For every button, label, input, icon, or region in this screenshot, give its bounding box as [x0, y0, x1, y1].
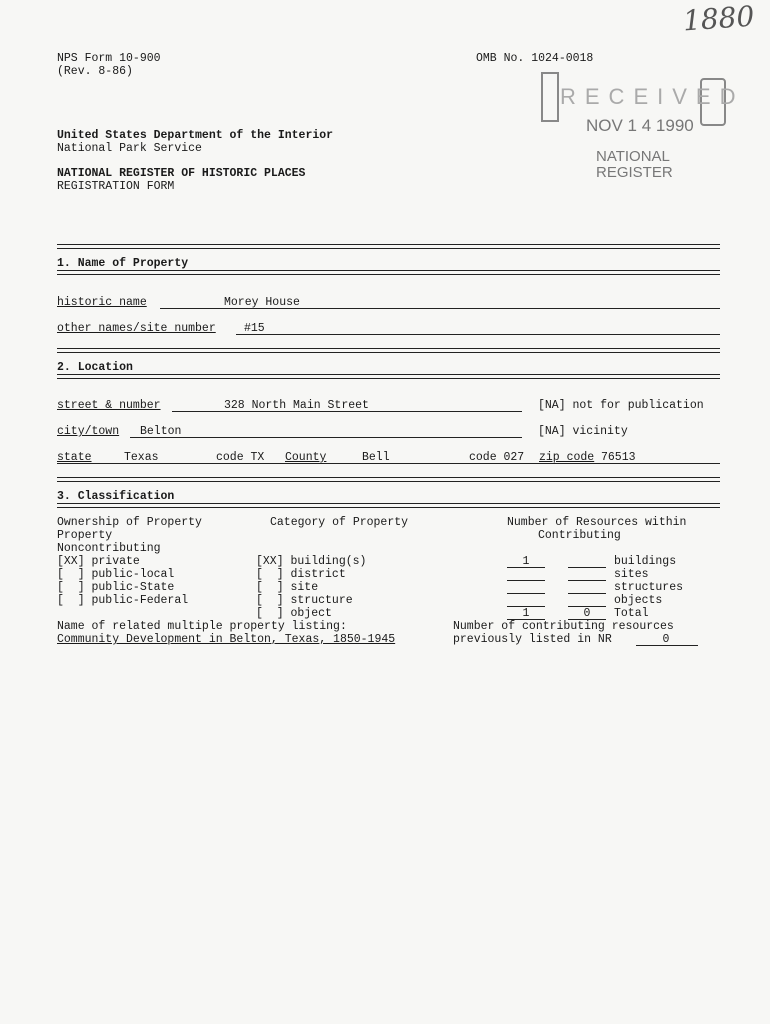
category-building: [XX] building(s) [256, 555, 367, 568]
section-rule [57, 244, 720, 249]
count-line [507, 593, 545, 594]
other-names-value: #15 [244, 322, 265, 335]
section-rule [57, 270, 720, 275]
section1-heading: 1. Name of Property [57, 257, 189, 270]
department-name: United States Department of the Interior [57, 129, 334, 142]
previously-listed-value: 0 [662, 633, 670, 646]
omb-number: OMB No. 1024-0018 [476, 52, 594, 65]
ownership-public-local: [ ] public-local [57, 568, 175, 581]
service-name: National Park Service [57, 142, 202, 155]
county-code: code 027 [469, 451, 525, 464]
state-code: code TX [216, 451, 265, 464]
state-field-line [57, 463, 720, 464]
category-site: [ ] site [256, 581, 319, 594]
form-title: NATIONAL REGISTER OF HISTORIC PLACES [57, 167, 306, 180]
state-label: state [57, 451, 92, 464]
related-listing-value: Community Development in Belton, Texas, 1850-1945 [57, 633, 396, 646]
city-label: city/town [57, 425, 120, 438]
category-structure: [ ] structure [256, 594, 353, 607]
category-district: [ ] district [256, 568, 346, 581]
section3-heading: 3. Classification [57, 490, 175, 503]
street-label: street & number [57, 399, 161, 412]
city-field-line [130, 437, 522, 438]
contributing-buildings: 1 [522, 555, 530, 568]
category-header: Category of Property [270, 516, 409, 529]
form-subtitle: REGISTRATION FORM [57, 180, 175, 193]
ownership-public-federal: [ ] public-Federal [57, 594, 189, 607]
count-line [568, 593, 606, 594]
section-rule [57, 477, 720, 482]
count-line [507, 567, 545, 568]
historic-name-value: Morey House [224, 296, 300, 309]
count-line [568, 567, 606, 568]
handwritten-number: 1880 [681, 0, 756, 38]
ownership-public-state: [ ] public-State [57, 581, 175, 594]
related-listing-label: Name of related multiple property listing: [57, 620, 347, 633]
county-label: County [285, 451, 327, 464]
noncontributing-total: 0 [583, 607, 591, 620]
stamp-letter-frame [541, 72, 559, 122]
section-rule [57, 348, 720, 353]
form-revision: (Rev. 8-86) [57, 65, 133, 78]
other-names-label: other names/site number [57, 322, 216, 335]
stamp-date: NOV 1 4 1990 [586, 116, 694, 135]
vicinity: [NA] vicinity [538, 425, 628, 438]
zip-value: 76513 [601, 451, 636, 464]
contributing-header: Contributing [538, 529, 621, 542]
section-rule [57, 503, 720, 508]
street-value: 328 North Main Street [224, 399, 369, 412]
sites-label: sites [614, 568, 649, 581]
street-field-line [172, 411, 522, 412]
zip-label: zip code [539, 451, 595, 464]
structures-label: structures [614, 581, 684, 594]
resources-header-property: Property [57, 529, 113, 542]
stamp-national: NATIONAL [596, 148, 670, 165]
city-value: Belton [140, 425, 182, 438]
other-names-field-line [236, 334, 720, 335]
objects-label: objects [614, 594, 663, 607]
ownership-private: [XX] private [57, 555, 140, 568]
resources-header: Number of Resources within [507, 516, 687, 529]
count-line [568, 580, 606, 581]
contributing-total: 1 [522, 607, 530, 620]
historic-name-field-line [160, 308, 720, 309]
historic-name-label: historic name [57, 296, 147, 309]
category-object: [ ] object [256, 607, 332, 620]
state-value: Texas [124, 451, 159, 464]
stamp-register: REGISTER [596, 164, 673, 181]
form-id: NPS Form 10-900 [57, 52, 161, 65]
previously-listed-label-2: previously listed in NR [453, 633, 612, 646]
section2-heading: 2. Location [57, 361, 133, 374]
previously-listed-label: Number of contributing resources [453, 620, 674, 633]
county-value: Bell [362, 451, 390, 464]
noncontributing-header: Noncontributing [57, 542, 161, 555]
total-label: Total [614, 607, 649, 620]
section-rule [57, 374, 720, 379]
not-for-publication: [NA] not for publication [538, 399, 704, 412]
previously-listed-line [636, 645, 698, 646]
count-line [507, 580, 545, 581]
stamp-received: RECEIVED [560, 84, 745, 109]
ownership-header: Ownership of Property [57, 516, 202, 529]
buildings-label: buildings [614, 555, 677, 568]
